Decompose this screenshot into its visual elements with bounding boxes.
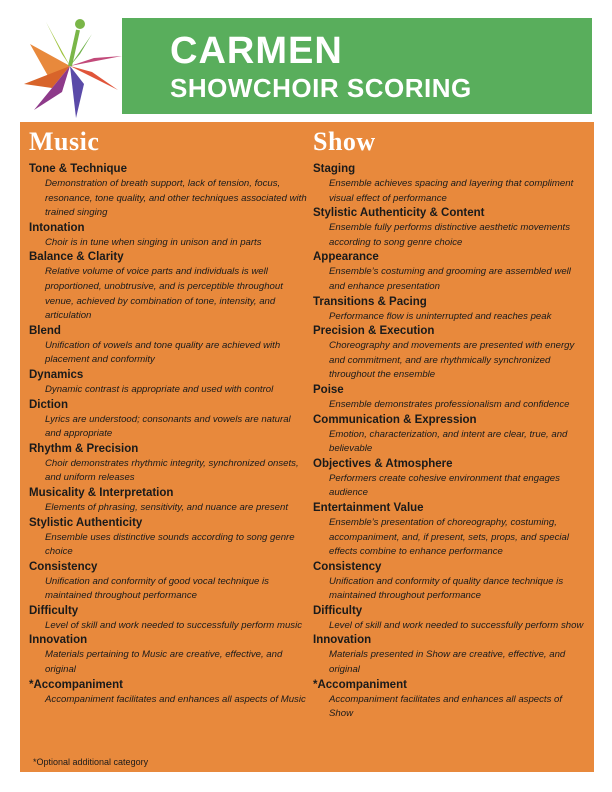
- show-item: [313, 324, 588, 383]
- show-item: [313, 295, 588, 325]
- category-description: Ensemble’s costuming and grooming are assembled well and enhance presentation: [329, 266, 571, 292]
- show-item: [313, 560, 588, 604]
- category-name: Rhythm & Precision: [29, 442, 139, 455]
- category-description: Unification of vowels and tone quality are achieved with placement and conformity: [45, 339, 281, 366]
- category-description: Ensemble uses distinctive sounds according to song genre choice: [45, 531, 295, 558]
- show-item: [313, 383, 588, 413]
- carmen-dancer-logo-icon: [18, 14, 126, 122]
- category-description: Relative volume of voice parts and individuals is well proportioned, unobtrusive, and is perceptible throughout venue, achieved by combination of tone, intensity, and articulation: [45, 266, 283, 322]
- show-column: [313, 124, 588, 722]
- category-name: Staging: [313, 163, 356, 175]
- category-description: Materials pertaining to Music are creative, effective, and original: [45, 649, 283, 676]
- title-banner: [122, 18, 592, 114]
- category-description: Unification and conformity of good vocal technique is maintained throughout performance: [45, 575, 269, 602]
- category-description: Choir demonstrates rhythmic integrity, synchronized onsets, and uniform releases: [45, 457, 299, 484]
- category-name: Musicality & Interpretation: [29, 486, 174, 499]
- category-name: Appearance: [313, 251, 379, 264]
- category-description: Dynamic contrast is appropriate and used with control: [45, 383, 274, 395]
- category-name: Communication & Expression: [313, 413, 477, 426]
- category-description: Ensemble fully performs distinctive aesthetic movements according to song genre choice: [329, 222, 571, 248]
- category-name: Dynamics: [29, 368, 84, 381]
- category-name: Precision & Execution: [313, 325, 435, 338]
- category-description: Level of skill and work needed to successfully perform show: [329, 619, 584, 631]
- category-name: Consistency: [313, 560, 382, 573]
- category-name: Innovation: [29, 634, 88, 647]
- music-item: [29, 398, 309, 442]
- category-description: Unification and conformity of quality dance technique is maintained throughout performance: [329, 575, 564, 602]
- category-description: Performance flow is uninterrupted and reaches peak: [329, 310, 552, 322]
- show-item: [313, 250, 588, 294]
- category-description: Elements of phrasing, sensitivity, and nuance are present: [45, 501, 289, 513]
- category-name: Innovation: [313, 634, 372, 647]
- category-name: Difficulty: [313, 604, 363, 617]
- show-item: [313, 501, 588, 560]
- category-description: Choir is in tune when singing in unison and in parts: [45, 236, 262, 248]
- category-name: Diction: [29, 398, 68, 411]
- category-description: Demonstration of breath support, lack of tension, focus, resonance, tone quality, and other techniques associated with trained singing: [45, 178, 307, 219]
- music-column: [29, 124, 309, 707]
- title-line-2: SHOWCHOIR SCORING: [170, 73, 472, 103]
- show-item: [313, 678, 588, 722]
- show-item: [313, 457, 588, 501]
- category-description: Ensemble demonstrates professionalism and confidence: [329, 398, 570, 410]
- category-description: Ensemble achieves spacing and layering that compliment visual effect of performance: [329, 178, 574, 204]
- show-item: [313, 604, 588, 634]
- scoring-panel: [20, 122, 594, 772]
- show-item: [313, 206, 588, 250]
- category-name: *Accompaniment: [29, 678, 123, 691]
- category-description: Accompaniment facilitates and enhances all aspects of Music: [45, 693, 306, 705]
- category-name: Entertainment Value: [313, 501, 424, 514]
- category-description: Ensemble’s presentation of choreography, costuming, accompaniment, and, if present, sets, props, and special effects combine to enhance performance: [329, 516, 569, 558]
- category-name: Stylistic Authenticity & Content: [313, 207, 485, 220]
- category-description: Materials presented in Show are creative, effective, and original: [329, 649, 566, 676]
- category-description: Performers create cohesive environment that engages audience: [329, 472, 560, 499]
- category-name: Blend: [29, 324, 61, 337]
- music-item: [29, 604, 309, 634]
- category-name: Transitions & Pacing: [313, 295, 427, 308]
- music-item: [29, 324, 309, 368]
- show-item: [313, 633, 588, 677]
- category-name: Consistency: [29, 560, 98, 573]
- music-heading: Music: [29, 127, 100, 156]
- category-name: *Accompaniment: [313, 678, 407, 691]
- category-description: Level of skill and work needed to successfully perform music: [45, 619, 303, 631]
- music-item: [29, 678, 309, 708]
- show-heading: Show: [313, 127, 376, 156]
- category-name: Balance & Clarity: [29, 251, 124, 264]
- category-name: Stylistic Authenticity: [29, 516, 143, 529]
- music-item: [29, 442, 309, 486]
- music-item: [29, 516, 309, 560]
- title-line-1: CARMEN: [170, 30, 343, 72]
- music-item: [29, 486, 309, 516]
- music-item: [29, 560, 309, 604]
- music-item: [29, 221, 309, 251]
- show-item: [313, 413, 588, 457]
- music-item: [29, 633, 309, 677]
- category-description: Accompaniment facilitates and enhances all aspects of Show: [329, 693, 563, 720]
- category-name: Tone & Technique: [29, 163, 127, 175]
- optional-footnote: *Optional additional category: [33, 757, 149, 767]
- category-name: Difficulty: [29, 604, 79, 617]
- category-name: Objectives & Atmosphere: [313, 457, 453, 470]
- show-item: [313, 162, 588, 206]
- category-name: Poise: [313, 383, 344, 396]
- music-item: [29, 162, 309, 221]
- music-item: [29, 368, 309, 398]
- category-description: Emotion, characterization, and intent are clear, true, and believable: [329, 428, 568, 455]
- category-description: Choreography and movements are presented with energy and commitment, and are rhythmically synchronized throughout the ensemble: [329, 340, 575, 381]
- music-item: [29, 250, 309, 323]
- category-name: Intonation: [29, 221, 85, 234]
- category-description: Lyrics are understood; consonants and vowels are natural and appropriate: [45, 413, 291, 440]
